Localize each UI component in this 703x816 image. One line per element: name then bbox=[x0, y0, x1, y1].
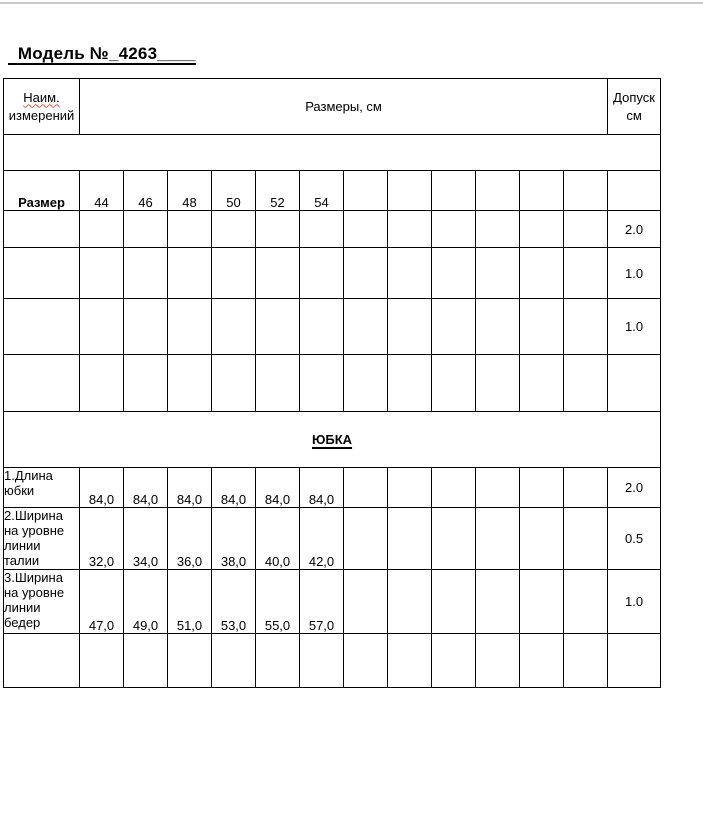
measurement-row bbox=[4, 508, 661, 570]
empty-cell[interactable] bbox=[432, 171, 476, 211]
tolerance-cell[interactable] bbox=[608, 634, 661, 688]
value-cell[interactable]: 42,0 bbox=[300, 508, 344, 570]
empty-cell[interactable] bbox=[212, 248, 256, 299]
empty-cell[interactable] bbox=[168, 248, 212, 299]
empty-cell[interactable] bbox=[388, 508, 432, 570]
empty-cell[interactable] bbox=[564, 468, 608, 508]
empty-cell[interactable] bbox=[344, 468, 388, 508]
empty-cell[interactable] bbox=[564, 570, 608, 634]
empty-merged-cell[interactable] bbox=[4, 135, 661, 171]
empty-cell[interactable] bbox=[344, 248, 388, 299]
empty-cell[interactable] bbox=[476, 634, 520, 688]
measurement-label-cell[interactable]: 1.Длина юбки bbox=[4, 468, 80, 508]
empty-cell[interactable] bbox=[80, 355, 124, 412]
empty-label-cell[interactable] bbox=[4, 355, 80, 412]
empty-cell[interactable] bbox=[300, 299, 344, 355]
empty-cell[interactable] bbox=[388, 355, 432, 412]
empty-label-cell[interactable] bbox=[4, 248, 80, 299]
size-row-label-cell[interactable]: Размер bbox=[4, 171, 80, 211]
tolerance-cell[interactable] bbox=[608, 171, 661, 211]
header-row bbox=[4, 79, 661, 135]
empty-label-cell[interactable] bbox=[4, 211, 80, 248]
header-name-line1: Наим. bbox=[23, 89, 60, 105]
size-row bbox=[4, 171, 661, 211]
title-leading-underline bbox=[8, 44, 18, 63]
header-name-line2: измерений bbox=[8, 107, 75, 123]
empty-cell[interactable] bbox=[344, 634, 388, 688]
value-cell[interactable]: 47,0 bbox=[80, 570, 124, 634]
empty-cell[interactable] bbox=[80, 211, 124, 248]
value-cell[interactable]: 36,0 bbox=[168, 508, 212, 570]
tolerance-row bbox=[4, 248, 661, 299]
empty-cell[interactable] bbox=[168, 355, 212, 412]
value-cell[interactable]: 84,0 bbox=[212, 468, 256, 508]
header-measurement-name-cell[interactable] bbox=[4, 79, 80, 135]
value-cell[interactable]: 84,0 bbox=[256, 468, 300, 508]
empty-cell[interactable] bbox=[564, 299, 608, 355]
value-cell[interactable]: 84,0 bbox=[168, 468, 212, 508]
value-cell[interactable]: 84,0 bbox=[124, 468, 168, 508]
empty-cell[interactable] bbox=[520, 299, 564, 355]
measurement-table bbox=[3, 78, 661, 688]
tolerance-row bbox=[4, 211, 661, 248]
empty-cell[interactable] bbox=[564, 508, 608, 570]
empty-cell[interactable] bbox=[168, 299, 212, 355]
empty-cell[interactable] bbox=[388, 634, 432, 688]
empty-cell[interactable] bbox=[256, 211, 300, 248]
empty-cell[interactable] bbox=[476, 468, 520, 508]
empty-cell[interactable] bbox=[564, 355, 608, 412]
empty-cell[interactable] bbox=[124, 248, 168, 299]
empty-cell[interactable] bbox=[344, 299, 388, 355]
empty-cell[interactable] bbox=[80, 299, 124, 355]
size-cell[interactable]: 48 bbox=[168, 171, 212, 211]
tolerance-cell[interactable]: 1.0 bbox=[608, 570, 661, 634]
empty-cell[interactable] bbox=[80, 634, 124, 688]
empty-cell[interactable] bbox=[520, 570, 564, 634]
tolerance-cell[interactable]: 0.5 bbox=[608, 508, 661, 570]
size-cell[interactable]: 46 bbox=[124, 171, 168, 211]
empty-cell[interactable] bbox=[124, 355, 168, 412]
measurement-label-cell[interactable]: 3.Ширина на уровне линии бедер bbox=[4, 570, 80, 634]
empty-cell[interactable] bbox=[388, 211, 432, 248]
empty-cell[interactable] bbox=[432, 211, 476, 248]
empty-cell[interactable] bbox=[476, 248, 520, 299]
size-cell[interactable]: 50 bbox=[212, 171, 256, 211]
empty-cell[interactable] bbox=[476, 570, 520, 634]
empty-cell[interactable] bbox=[300, 248, 344, 299]
tolerance-cell[interactable]: 2.0 bbox=[608, 211, 661, 248]
empty-cell[interactable] bbox=[80, 248, 124, 299]
empty-cell[interactable] bbox=[256, 355, 300, 412]
section-title-cell[interactable]: ЮБКА bbox=[4, 412, 661, 468]
empty-cell[interactable] bbox=[212, 299, 256, 355]
empty-cell[interactable] bbox=[388, 248, 432, 299]
empty-cell[interactable] bbox=[300, 634, 344, 688]
empty-cell[interactable] bbox=[564, 634, 608, 688]
empty-cell[interactable] bbox=[520, 248, 564, 299]
tolerance-cell[interactable]: 1.0 bbox=[608, 248, 661, 299]
empty-cell[interactable] bbox=[520, 171, 564, 211]
size-cell[interactable]: 52 bbox=[256, 171, 300, 211]
empty-cell[interactable] bbox=[476, 211, 520, 248]
empty-cell[interactable] bbox=[520, 634, 564, 688]
tolerance-row bbox=[4, 299, 661, 355]
value-cell[interactable]: 34,0 bbox=[124, 508, 168, 570]
title-text: Модель №_4263____ bbox=[17, 44, 196, 63]
empty-cell[interactable] bbox=[344, 508, 388, 570]
page-top-border bbox=[0, 2, 703, 4]
empty-cell[interactable] bbox=[432, 570, 476, 634]
empty-cell[interactable] bbox=[344, 171, 388, 211]
empty-cell[interactable] bbox=[212, 634, 256, 688]
empty-cell[interactable] bbox=[432, 508, 476, 570]
measurement-label-cell[interactable]: 2.Ширина на уровне линии талии bbox=[4, 508, 80, 570]
empty-grid-row bbox=[4, 634, 661, 688]
empty-cell[interactable] bbox=[212, 355, 256, 412]
empty-merged-row bbox=[4, 135, 661, 171]
empty-cell[interactable] bbox=[168, 211, 212, 248]
empty-cell[interactable] bbox=[256, 634, 300, 688]
empty-cell[interactable] bbox=[564, 248, 608, 299]
empty-cell[interactable] bbox=[564, 171, 608, 211]
tolerance-cell[interactable] bbox=[608, 355, 661, 412]
empty-cell[interactable] bbox=[432, 468, 476, 508]
size-cell[interactable]: 44 bbox=[80, 171, 124, 211]
empty-cell[interactable] bbox=[476, 508, 520, 570]
empty-cell[interactable] bbox=[256, 299, 300, 355]
header-tolerance-line1: Допуск bbox=[613, 89, 655, 105]
empty-cell[interactable] bbox=[124, 211, 168, 248]
value-cell[interactable]: 38,0 bbox=[212, 508, 256, 570]
value-cell[interactable]: 40,0 bbox=[256, 508, 300, 570]
empty-cell[interactable] bbox=[124, 634, 168, 688]
empty-label-cell[interactable] bbox=[4, 634, 80, 688]
section-row bbox=[4, 412, 661, 468]
empty-label-cell[interactable] bbox=[4, 299, 80, 355]
value-cell[interactable]: 51,0 bbox=[168, 570, 212, 634]
empty-cell[interactable] bbox=[124, 299, 168, 355]
empty-cell[interactable] bbox=[344, 570, 388, 634]
header-tolerance-line2: см bbox=[626, 107, 642, 123]
value-cell[interactable]: 32,0 bbox=[80, 508, 124, 570]
empty-cell[interactable] bbox=[564, 211, 608, 248]
empty-cell[interactable] bbox=[300, 211, 344, 248]
tolerance-cell[interactable]: 1.0 bbox=[608, 299, 661, 355]
measurement-row bbox=[4, 468, 661, 508]
empty-cell[interactable] bbox=[520, 211, 564, 248]
value-cell[interactable]: 57,0 bbox=[300, 570, 344, 634]
empty-cell[interactable] bbox=[432, 248, 476, 299]
empty-cell[interactable] bbox=[388, 570, 432, 634]
empty-cell[interactable] bbox=[432, 355, 476, 412]
empty-cell[interactable] bbox=[256, 248, 300, 299]
empty-cell[interactable] bbox=[168, 634, 212, 688]
value-cell[interactable]: 49,0 bbox=[124, 570, 168, 634]
empty-cell[interactable] bbox=[344, 211, 388, 248]
empty-cell[interactable] bbox=[300, 355, 344, 412]
empty-cell[interactable] bbox=[432, 634, 476, 688]
empty-cell[interactable] bbox=[388, 171, 432, 211]
empty-cell[interactable] bbox=[432, 299, 476, 355]
empty-cell[interactable] bbox=[520, 355, 564, 412]
empty-grid-row bbox=[4, 355, 661, 412]
value-cell[interactable]: 84,0 bbox=[300, 468, 344, 508]
header-sizes-cell[interactable]: Размеры, см bbox=[80, 79, 608, 135]
empty-cell[interactable] bbox=[520, 508, 564, 570]
measurement-row bbox=[4, 570, 661, 634]
empty-cell[interactable] bbox=[520, 468, 564, 508]
empty-cell[interactable] bbox=[388, 299, 432, 355]
document-title bbox=[8, 44, 196, 64]
value-cell[interactable]: 55,0 bbox=[256, 570, 300, 634]
value-cell[interactable]: 53,0 bbox=[212, 570, 256, 634]
empty-cell[interactable] bbox=[476, 171, 520, 211]
empty-cell[interactable] bbox=[388, 468, 432, 508]
value-cell[interactable]: 84,0 bbox=[80, 468, 124, 508]
empty-cell[interactable] bbox=[476, 299, 520, 355]
size-cell[interactable]: 54 bbox=[300, 171, 344, 211]
empty-cell[interactable] bbox=[212, 211, 256, 248]
header-tolerance-cell[interactable] bbox=[608, 79, 661, 135]
empty-cell[interactable] bbox=[344, 355, 388, 412]
tolerance-cell[interactable]: 2.0 bbox=[608, 468, 661, 508]
empty-cell[interactable] bbox=[476, 355, 520, 412]
